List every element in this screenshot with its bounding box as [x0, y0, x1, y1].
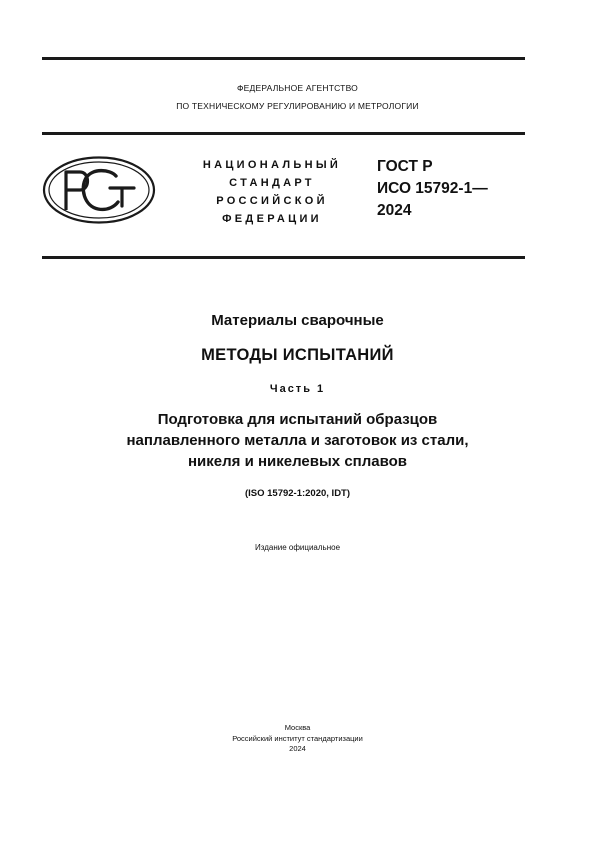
iso-reference: (ISO 15792-1:2020, IDT)	[244, 488, 351, 499]
document-subtitle	[0, 409, 595, 472]
designation-line3: 2024	[377, 202, 412, 219]
imprint-year: 2024	[289, 744, 306, 753]
standard-designation	[377, 156, 488, 222]
agency-name-line2: ПО ТЕХНИЧЕСКОМУ РЕГУЛИРОВАНИЮ И МЕТРОЛОГИИ	[176, 101, 419, 111]
document-methods-title: МЕТОДЫ ИСПЫТАНИЙ	[201, 346, 394, 364]
header-rule	[42, 132, 525, 135]
rst-certification-mark-icon	[42, 156, 156, 224]
designation-rule	[42, 256, 525, 259]
official-edition-note: Издание официальное	[254, 543, 341, 552]
subtitle-line1: Подготовка для испытаний образцов	[157, 411, 438, 428]
imprint-publisher: Российский институт стандартизации	[232, 733, 363, 743]
national-standard-line3: РОССИЙСКОЙ	[216, 195, 328, 207]
agency-name-line1: ФЕДЕРАЛЬНОЕ АГЕНТСТВО	[237, 83, 358, 93]
national-standard-line1: НАЦИОНАЛЬНЫЙ	[202, 159, 342, 171]
imprint	[0, 723, 595, 755]
top-rule	[42, 57, 525, 60]
part-label: Часть 1	[269, 383, 326, 395]
subtitle-line3: никеля и никелевых сплавов	[188, 453, 407, 470]
national-standard-line4: ФЕДЕРАЦИИ	[222, 213, 322, 225]
designation-line1: ГОСТ Р	[377, 158, 433, 175]
national-standard-line2: СТАНДАРТ	[229, 177, 315, 189]
subtitle-line2: наплавленного металла и заготовок из стали,	[126, 432, 469, 449]
designation-line2: ИСО 15792-1—	[377, 180, 488, 197]
imprint-city: Москва	[284, 723, 311, 732]
document-title: Материалы сварочные	[211, 312, 384, 329]
national-standard-label	[182, 156, 362, 228]
